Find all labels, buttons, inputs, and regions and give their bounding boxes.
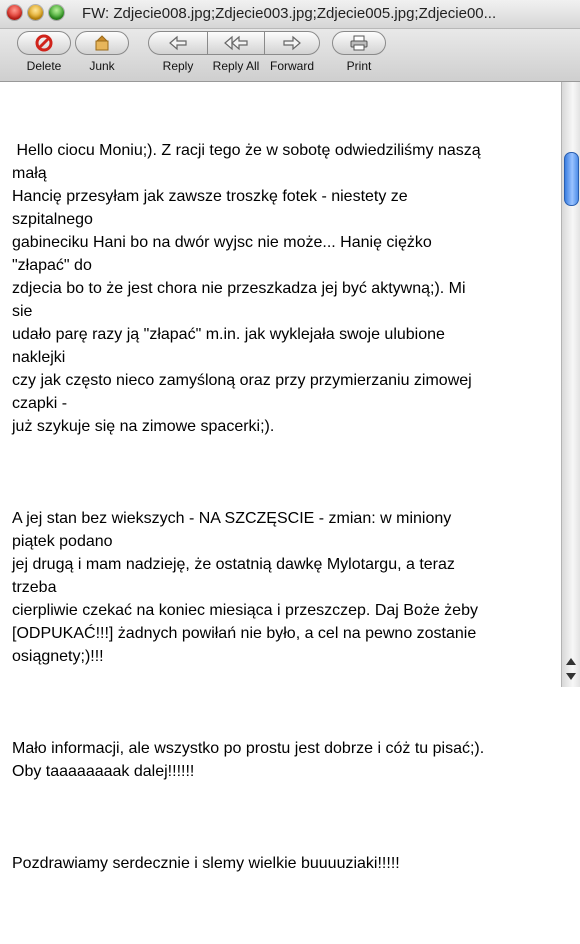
reply-all-label: Reply All bbox=[212, 59, 260, 73]
junk-icon bbox=[93, 34, 111, 52]
printer-icon bbox=[349, 35, 369, 51]
title-bar[interactable] bbox=[0, 0, 580, 29]
scroll-up-arrow-icon[interactable] bbox=[566, 658, 576, 665]
delete-pill[interactable] bbox=[17, 31, 71, 55]
message-paragraph: A jej stan bez wiekszych - NA SZCZĘSCIE - zmian: w miniony piątek podano jej drugą i mam nadzieję, że ostatnią dawkę Mylotargu, a teraz trzeba cierpliwie czekać na koniec miesiąca i przeszczep. Daj Boże żeby [ODPUKAĆ!!!] żadnych powiłań nie było, a cel na pewno zostanie osiągnety;)!!! bbox=[12, 510, 478, 665]
message-paragraph: Pozdrawiamy serdecznie i slemy wielkie buuuuziaki!!!!! bbox=[12, 855, 400, 872]
window-title: FW: Zdjecie008.jpg;Zdjecie003.jpg;Zdjecie005.jpg;Zdjecie00... bbox=[82, 5, 497, 22]
print-pill[interactable] bbox=[332, 31, 386, 55]
scroll-down-arrow-icon[interactable] bbox=[566, 673, 576, 680]
print-button[interactable] bbox=[331, 31, 387, 75]
message-paragraph: Mało informacji, ale wszystko po prostu jest dobrze i cóż tu pisać;). Oby taaaaaaaak dalej!!!!!! bbox=[12, 740, 485, 780]
forward-arrow-icon bbox=[282, 35, 302, 51]
delete-label: Delete bbox=[26, 59, 62, 73]
junk-pill[interactable] bbox=[75, 31, 129, 55]
forward-button[interactable] bbox=[264, 31, 320, 75]
forward-pill[interactable] bbox=[264, 31, 320, 55]
junk-label: Junk bbox=[89, 59, 115, 73]
reply-all-arrow-icon bbox=[224, 35, 248, 51]
message-text bbox=[12, 93, 557, 944]
reply-arrow-icon bbox=[168, 35, 188, 51]
reply-pill[interactable] bbox=[148, 31, 208, 55]
delete-button[interactable] bbox=[16, 31, 72, 75]
delete-icon bbox=[35, 34, 53, 52]
vertical-scrollbar[interactable] bbox=[561, 82, 580, 687]
zoom-window-button[interactable] bbox=[49, 5, 64, 20]
reply-all-button[interactable] bbox=[207, 31, 265, 75]
reply-all-pill[interactable] bbox=[207, 31, 265, 55]
scroll-thumb[interactable] bbox=[564, 152, 579, 206]
reply-button[interactable] bbox=[148, 31, 208, 75]
reply-label: Reply bbox=[162, 59, 194, 73]
junk-button[interactable] bbox=[74, 31, 130, 75]
forward-label: Forward bbox=[269, 59, 314, 73]
minimize-window-button[interactable] bbox=[28, 5, 43, 20]
close-window-button[interactable] bbox=[7, 5, 22, 20]
message-body[interactable] bbox=[0, 82, 562, 872]
message-paragraph: Hello ciocu Moniu;). Z racji tego że w sobotę odwiedziliśmy naszą małą Hancię przesyłam jak zawsze troszkę fotek - niestety ze szpitalnego gabineciku Hani bo na dwór wyjsc nie może... Hanię ciężko "złapać" do zdjecia bo to że jest chora nie przeszkadza jej być aktywną;). Mi sie udało parę razy ją "złapać" m.in. jak wyklejała swoje ulubione naklejki czy jak często nieco zamyśloną oraz przy przymierzaniu zimowej czapki - już szykuje się na zimowe spacerki;). bbox=[12, 142, 481, 435]
print-label: Print bbox=[346, 59, 372, 73]
toolbar bbox=[0, 29, 580, 82]
